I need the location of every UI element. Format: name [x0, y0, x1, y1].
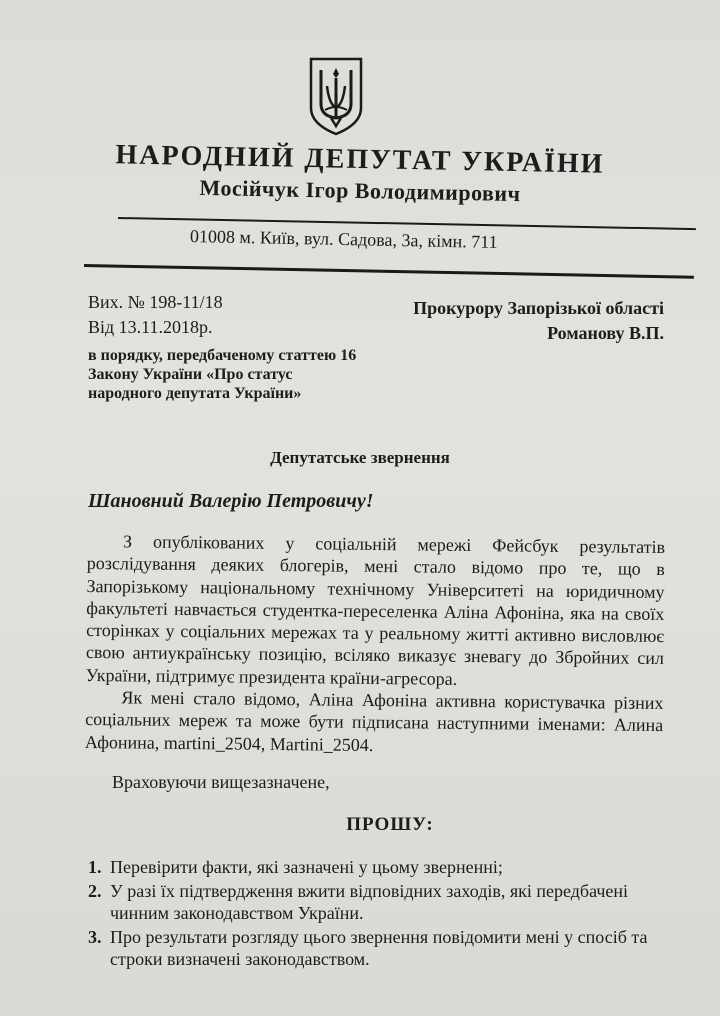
body-paragraph: З опублікованих у соціальній мережі Фейсбук результатів розслідування деяких блогерів, мені стало відомо про те, що в Запорізькому національному технічному Університеті на юридичному факультеті навчається студентка-переселенка Аліна Афоніна, яка на своїх сторінках у соціальних мережах та у реальному житті активно висловлює свою антиукраїнську позицію, всіляко виказує зневагу до Збройних сил України, підтримує президента країни-агресора. — [85, 531, 666, 689]
list-item — [88, 926, 668, 970]
addressee-block — [390, 296, 664, 346]
outgoing-date: Від 13.11.2018р. — [88, 317, 213, 337]
divider-bottom — [84, 264, 694, 278]
body-paragraph: Як мені стало відомо, Аліна Афоніна активна користувачка різних соціальних мереж та може бути підписана наступними іменами: Алина Афонина, martini_2504, Martini_2504. — [84, 687, 664, 755]
letter-body — [85, 530, 665, 759]
coat-of-arms-icon — [307, 56, 365, 136]
letterhead-title: НАРОДНИЙ ДЕПУТАТ УКРАЇНИ — [115, 139, 605, 180]
addressee-name: Романову В.П. — [547, 323, 664, 343]
list-item — [88, 880, 668, 924]
list-text: У разі їх підтвердження вжити відповідних заходів, які передбачені чинним законодавством України. — [110, 881, 629, 923]
request-list — [88, 856, 668, 972]
list-item — [88, 856, 668, 878]
salutation: Шановний Валерію Петровичу! — [88, 490, 374, 512]
legal-basis-line: в порядку, передбаченому статтею 16 — [88, 347, 357, 364]
legal-basis-line: Закону України «Про статус — [88, 366, 293, 383]
office-address: 01008 м. Київ, вул. Садова, 3а, кімн. 711 — [189, 226, 498, 252]
list-number: 1. — [88, 857, 102, 877]
list-text: Про результати розгляду цього звернення повідомити мені у спосіб та строки визначені законодавством. — [110, 927, 648, 969]
list-text: Перевірити факти, які зазначені у цьому зверненні; — [110, 857, 503, 877]
legal-basis-line: народного депутата України» — [88, 385, 302, 402]
legal-basis — [88, 346, 356, 403]
considering-line: Враховуючи вищезазначене, — [112, 772, 330, 792]
deputy-name: Мосійчук Ігор Володимирович — [199, 174, 521, 207]
addressee-position: Прокурору Запорізької області — [413, 298, 664, 318]
list-number: 3. — [88, 927, 102, 947]
outgoing-reference — [88, 290, 223, 340]
outgoing-number: Вих. № 198-11/18 — [88, 292, 223, 312]
document-heading: Депутатське звернення — [270, 448, 450, 467]
request-heading: ПРОШУ: — [346, 814, 434, 835]
list-number: 2. — [88, 881, 102, 901]
